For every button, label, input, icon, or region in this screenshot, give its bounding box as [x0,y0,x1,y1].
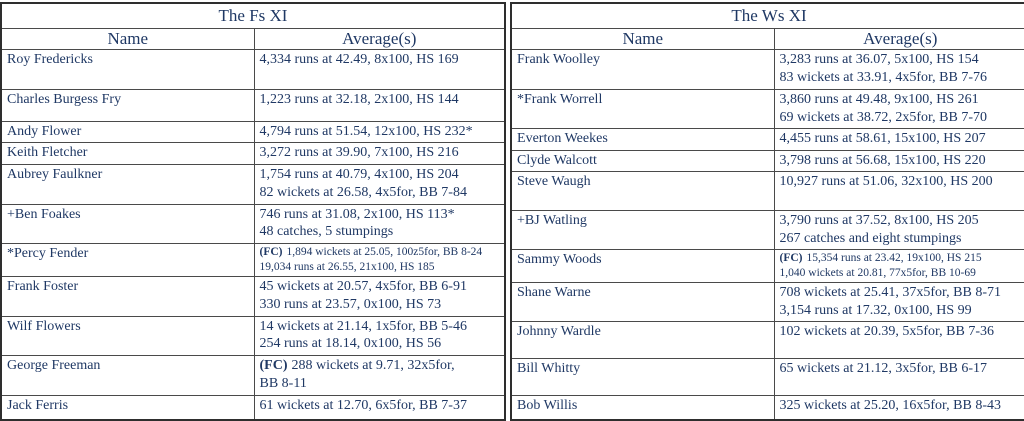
averages-cell [774,322,1024,359]
fs-averages-column-header: Average(s) [254,29,505,50]
fs-xi-table [0,2,506,421]
table-row [511,396,1024,420]
ws-name-column-header: Name [511,29,774,50]
average-line [780,173,1022,191]
average-line-text: 325 wickets at 25.20, 16x5for, BB 8-43 [779,398,1001,413]
average-line-text: 14 wickets at 21.14, 1x5for, BB 5-46 [259,318,467,334]
average-line [260,245,500,260]
average-line: 48 catches, 5 stumpings [259,224,394,240]
player-name-cell: Shane Warne [511,283,774,322]
average-line-text: 3,272 runs at 39.90, 7x100, HS 216 [259,145,459,161]
fs-xi-title: The Fs XI [1,3,505,29]
average-line [260,91,500,109]
average-line [260,51,500,69]
average-line [780,397,1022,415]
table-row [1,143,505,165]
averages-cell [254,50,505,90]
average-line: 254 runs at 18.14, 0x100, HS 56 [259,336,442,352]
ws-averages-column-header: Average(s) [774,29,1024,50]
player-name-cell: Frank Woolley [511,50,774,90]
first-class-marker: (FC) [259,358,288,374]
player-name-cell: Aubrey Faulkner [1,165,254,204]
table-title-row [1,3,505,29]
table-row [1,90,505,121]
average-line: 19,034 runs at 26.55, 21x100, HS 185 [259,260,435,273]
averages-cell [254,90,505,121]
table-row [1,165,505,204]
averages-cell [774,129,1024,151]
table-row [1,316,505,355]
player-name-cell: Steve Waugh [511,172,774,211]
table-title-row [511,3,1024,29]
player-name-cell: Frank Foster [1,277,254,316]
average-line-text: 1,894 wickets at 25.05, 100z5for, BB 8-24 [286,246,483,259]
average-line-text: 3,798 runs at 56.68, 15x100, HS 220 [779,152,986,168]
averages-cell [254,244,505,277]
player-name-cell: Keith Fletcher [1,143,254,165]
averages-cell [774,396,1024,420]
table-row [511,90,1024,129]
player-name-cell: Roy Fredericks [1,50,254,90]
ws-xi-title: The Ws XI [511,3,1024,29]
table-row [511,211,1024,250]
average-line [780,130,1022,148]
fs-name-column-header: Name [1,29,254,50]
averages-cell [254,143,505,165]
table-header-row [511,29,1024,50]
player-name-cell: Bill Whitty [511,359,774,396]
average-line [260,278,500,296]
average-line-text: 10,927 runs at 51.06, 32x100, HS 200 [779,174,993,189]
table-row [1,356,505,395]
average-line [260,206,500,224]
average-line-text: 3,283 runs at 36.07, 5x100, HS 154 [779,52,979,67]
table-row [511,322,1024,359]
player-name-cell: Andy Flower [1,121,254,143]
average-line: 1,040 wickets at 20.81, 77x5for, BB 10-69 [779,266,976,279]
average-line [780,212,1022,230]
average-line: 267 catches and eight stumpings [779,230,962,246]
average-line [780,284,1022,302]
averages-cell [774,150,1024,172]
average-line: 330 runs at 23.57, 0x100, HS 73 [259,296,442,312]
average-line-text: 3,860 runs at 49.48, 9x100, HS 261 [779,92,979,107]
average-line-text: 15,354 runs at 23.42, 19x100, HS 215 [806,252,982,264]
average-line [260,123,500,141]
player-name-cell: Wilf Flowers [1,316,254,355]
average-line-text: 45 wickets at 20.57, 4x5for, BB 6-91 [259,279,467,295]
table-row [511,283,1024,322]
average-line [780,51,1022,69]
player-name-cell: Charles Burgess Fry [1,90,254,121]
player-name-cell: *Frank Worrell [511,90,774,129]
player-name-cell: Bob Willis [511,396,774,420]
average-line [780,251,1022,266]
averages-cell [774,283,1024,322]
table-header-row [1,29,505,50]
player-name-cell: *Percy Fender [1,244,254,277]
average-line-text: 61 wickets at 12.70, 6x5for, BB 7-37 [259,397,467,413]
first-class-marker: (FC) [779,252,803,264]
average-line-text: 102 wickets at 20.39, 5x5for, BB 7-36 [779,324,994,339]
average-line-text: 708 wickets at 25.41, 37x5for, BB 8-71 [779,285,1001,300]
average-line-text: 65 wickets at 21.12, 3x5for, BB 6-17 [779,361,987,376]
average-line-text: 4,794 runs at 51.54, 12x100, HS 232* [259,123,473,139]
average-line-text: 746 runs at 31.08, 2x100, HS 113* [259,206,455,222]
player-name-cell: +BJ Watling [511,211,774,250]
table-row [511,150,1024,172]
player-name-cell: Everton Weekes [511,129,774,151]
table-row [511,359,1024,396]
averages-cell [774,172,1024,211]
table-row [511,50,1024,90]
averages-cell [774,211,1024,250]
averages-cell [254,316,505,355]
average-line [260,144,500,162]
player-name-cell: George Freeman [1,356,254,395]
averages-cell [254,121,505,143]
player-name-cell: Jack Ferris [1,395,254,419]
average-line [780,323,1022,341]
player-name-cell: Sammy Woods [511,250,774,283]
player-name-cell: Clyde Walcott [511,150,774,172]
averages-cell [254,395,505,419]
averages-cell [774,250,1024,283]
average-line: 82 wickets at 26.58, 4x5for, BB 7-84 [259,184,467,200]
average-line [780,152,1022,170]
table-row [1,244,505,277]
average-line-text: 1,754 runs at 40.79, 4x100, HS 204 [259,167,459,183]
table-row [1,50,505,90]
average-line-text: 4,334 runs at 42.49, 8x100, HS 169 [259,52,459,67]
table-row [511,250,1024,283]
average-line-text: 1,223 runs at 32.18, 2x100, HS 144 [259,92,459,108]
averages-cell [254,356,505,395]
averages-cell [774,90,1024,129]
table-row [511,172,1024,211]
average-line: BB 8-11 [259,375,307,391]
average-line: 83 wickets at 33.91, 4x5for, BB 7-76 [779,69,987,85]
table-row [1,395,505,419]
player-name-cell: Johnny Wardle [511,322,774,359]
table-row [1,204,505,243]
average-line: 3,154 runs at 17.32, 0x100, HS 99 [779,302,972,318]
ws-xi-table [510,2,1024,421]
average-line-text: 3,790 runs at 37.52, 8x100, HS 205 [779,213,979,228]
first-class-marker: (FC) [259,246,283,259]
average-line-text: 4,455 runs at 58.61, 15x100, HS 207 [779,131,986,146]
averages-cell [254,277,505,316]
average-line: 69 wickets at 38.72, 2x5for, BB 7-70 [779,109,987,125]
table-row [511,129,1024,151]
averages-cell [774,50,1024,90]
average-line [780,360,1022,378]
average-line [260,397,500,415]
average-line [260,357,500,375]
average-line [260,318,500,336]
average-line-text: 288 wickets at 9.71, 32x5for, [291,358,455,374]
averages-cell [774,359,1024,396]
averages-cell [254,165,505,204]
average-line [260,166,500,184]
averages-cell [254,204,505,243]
table-row [1,277,505,316]
table-row [1,121,505,143]
player-name-cell: +Ben Foakes [1,204,254,243]
average-line [780,91,1022,109]
